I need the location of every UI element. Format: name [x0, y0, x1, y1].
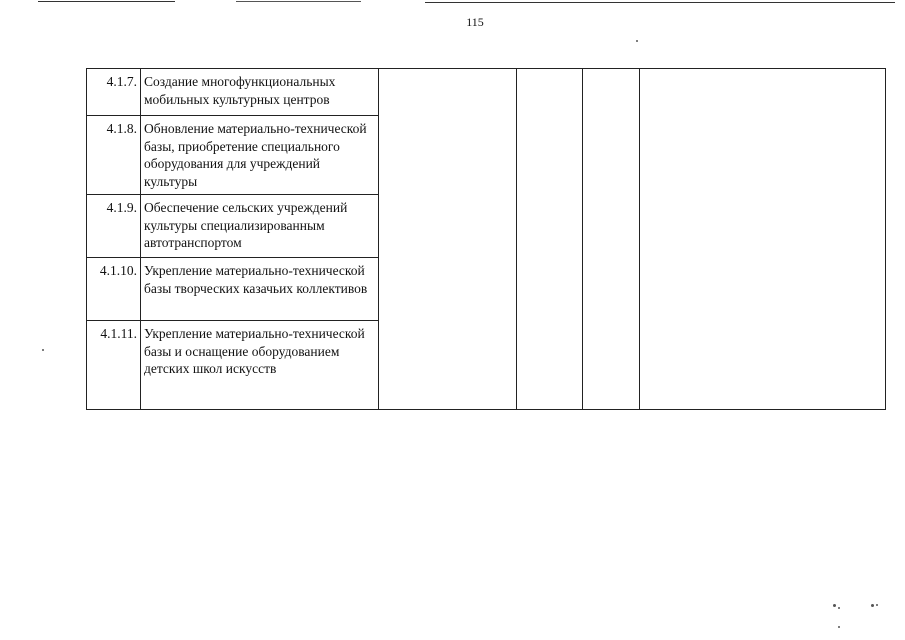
program-measures-table — [86, 68, 886, 410]
row-number: 4.1.11. — [87, 321, 141, 410]
row-number: 4.1.8. — [87, 116, 141, 195]
scan-speck — [871, 604, 874, 607]
scan-speck — [636, 40, 638, 42]
measure-name: Обновление материально-технической базы, приобретение специального оборудования для учреждений культуры — [141, 116, 379, 195]
measure-name: Обеспечение сельских учреждений культуры специализированным автотранспортом — [141, 195, 379, 258]
empty-cell — [583, 69, 640, 410]
scan-speck — [838, 607, 840, 609]
top-rule-middle — [236, 1, 361, 2]
top-rule-left — [38, 1, 175, 2]
empty-cell — [517, 69, 583, 410]
row-number: 4.1.7. — [87, 69, 141, 116]
top-rule-right — [425, 2, 895, 3]
scan-speck — [838, 626, 840, 628]
page-number: 115 — [466, 15, 484, 29]
empty-cell — [379, 69, 517, 410]
row-number: 4.1.10. — [87, 258, 141, 321]
measure-name: Укрепление материально-технической базы и оснащение оборудованием детских школ искусств — [141, 321, 379, 410]
measure-name: Укрепление материально-технической базы творческих казачьих коллективов — [141, 258, 379, 321]
empty-cell — [640, 69, 886, 410]
scan-speck — [833, 604, 836, 607]
row-number: 4.1.9. — [87, 195, 141, 258]
table-row — [87, 69, 886, 116]
scan-speck — [42, 349, 44, 351]
scan-speck — [876, 604, 878, 606]
measure-name: Создание многофункциональных мобильных культурных центров — [141, 69, 379, 116]
